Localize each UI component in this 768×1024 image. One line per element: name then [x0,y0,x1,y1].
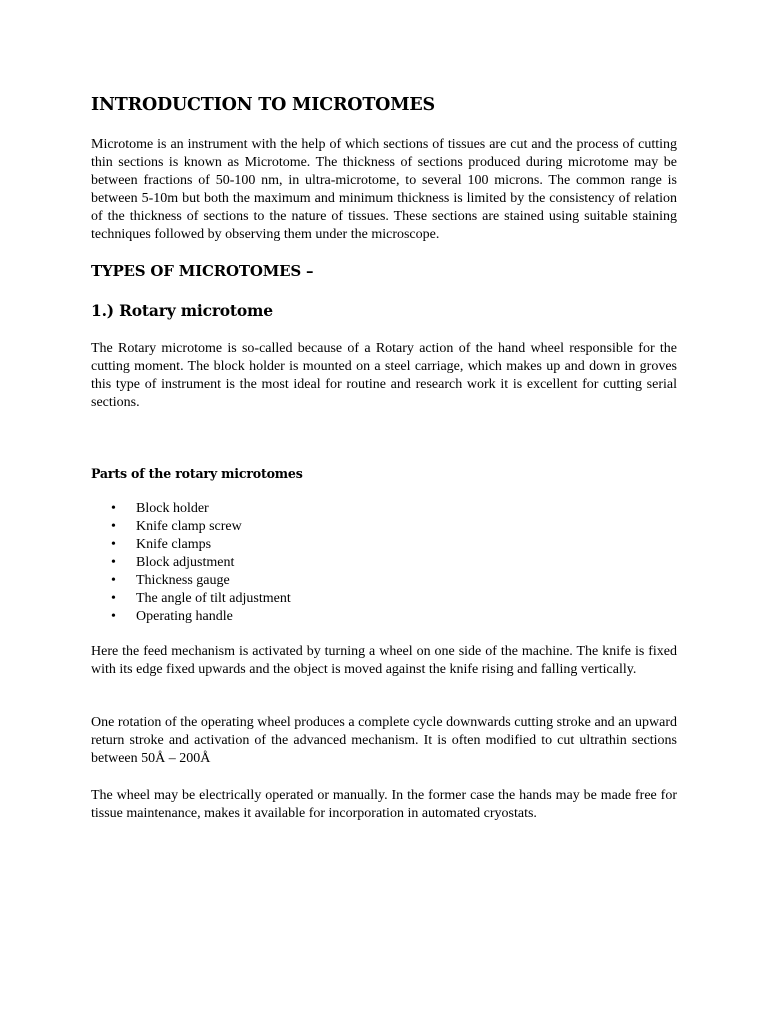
bullet-icon: • [111,501,116,516]
list-item-label: Knife clamp screw [136,519,242,534]
list-item-label: Operating handle [136,609,233,624]
list-item [91,518,291,536]
list-item [91,500,291,518]
list-item-label: Block holder [136,501,209,516]
list-item [91,590,291,608]
list-item [91,572,291,590]
list-item [91,608,291,626]
list-item-label: Thickness gauge [136,573,230,588]
list-item-label: Knife clamps [136,537,212,552]
bullet-icon: • [111,591,116,606]
list-item-label: Block adjustment [136,555,235,570]
intro-heading: INTRODUCTION TO MICROTOMES [91,95,435,115]
parts-list [91,500,291,626]
intro-paragraph: Microtome is an instrument with the help of which sections of tissues are cut and the process of cutting thin sections is known as Microtome. The thickness of sections produced during microtome may be between fractions of 50-100 nm, in ultra-microtome, to several 100 microns. The common range is between 5-10m but both the maximum and minimum thickness is limited by the consistency of relation of the thickness of sections to the nature of tissues. These sections are stained using suitable staining techniques followed by observing them under the microscope. [91,137,677,242]
rotary-heading: 1.) Rotary microtome [91,301,273,320]
bullet-icon: • [111,609,116,624]
parts-heading: Parts of the rotary microtomes [91,466,303,481]
list-item-label: The angle of tilt adjustment [136,591,291,606]
bullet-icon: • [111,555,116,570]
rotation-paragraph: One rotation of the operating wheel produces a complete cycle downwards cutting stroke and an upward return stroke and activation of the advanced mechanism. It is often modified to cut ultrathin sections between 50Å – 200Å [91,715,677,766]
bullet-icon: • [111,573,116,588]
feed-mechanism-paragraph: Here the feed mechanism is activated by turning a wheel on one side of the machine. The knife is fixed with its edge fixed upwards and the object is moved against the knife rising and falling vertically. [91,644,677,677]
bullet-icon: • [111,519,116,534]
bullet-icon: • [111,537,116,552]
list-item [91,554,291,572]
list-item [91,536,291,554]
wheel-paragraph: The wheel may be electrically operated or manually. In the former case the hands may be made free for tissue maintenance, makes it available for incorporation in automated cryostats. [91,788,677,821]
types-heading: TYPES OF MICROTOMES – [91,262,314,280]
rotary-paragraph: The Rotary microtome is so-called because of a Rotary action of the hand wheel responsible for the cutting moment. The block holder is mounted on a steel carriage, which makes up and down in groves this type of instrument is the most ideal for routine and research work it is excellent for cutting serial sections. [91,341,677,410]
